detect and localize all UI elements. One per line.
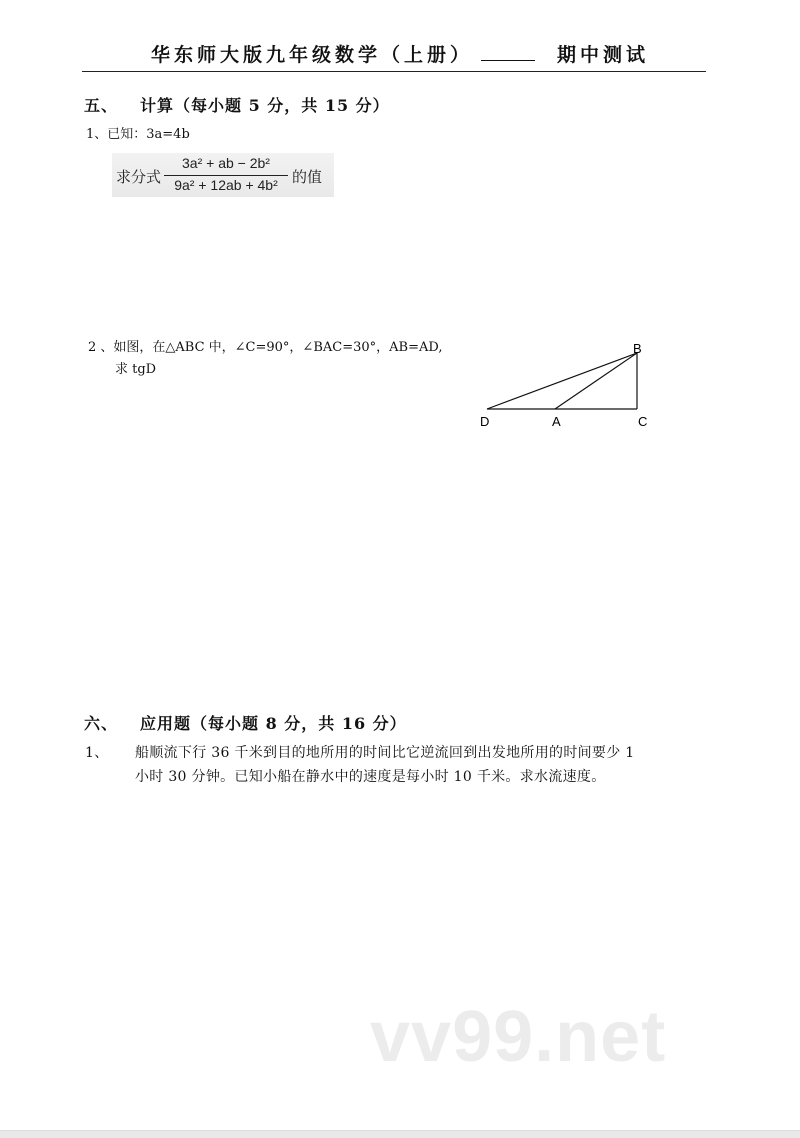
fraction-formula-image — [112, 153, 334, 197]
header-title-right: 期中测试 — [557, 44, 650, 66]
line-DB — [487, 353, 637, 409]
watermark-text: vv99.net — [370, 997, 667, 1077]
section-6-number: 六、 — [84, 714, 119, 733]
fraction-denominator: 9a² + 12ab + 4b² — [174, 177, 278, 193]
fraction-bar — [164, 175, 288, 176]
question-5-2-line2: 求 tgD — [115, 362, 157, 377]
formula-prefix: 求分式 — [116, 169, 162, 186]
question-6-1-index: 1、 — [85, 745, 109, 761]
header-blank-line — [481, 44, 535, 61]
fraction-numerator: 3a² + ab − 2b² — [182, 155, 270, 171]
question-6-1-line1: 船顺流下行 36 千米到目的地所用的时间比它逆流回到出发地所用的时间要少 1 — [135, 745, 635, 761]
section-6-title: 应用题（每小题 8 分，共 16 分） — [140, 714, 407, 733]
vertex-label-B: B — [633, 341, 642, 356]
vertex-label-D: D — [480, 414, 490, 429]
line-AB — [555, 353, 637, 409]
question-5-1-label: 1、已知：3a=4b — [86, 127, 190, 142]
formula-suffix: 的值 — [292, 169, 323, 186]
page-header-title — [0, 40, 800, 67]
vertex-label-A: A — [552, 414, 561, 429]
section-5-title: 计算（每小题 5 分，共 15 分） — [140, 96, 390, 115]
section-5-number: 五、 — [84, 96, 119, 115]
question-5-2-line1: 2 、如图，在△ABC 中，∠C=90°，∠BAC=30°，AB=AD, — [88, 340, 443, 355]
section-6-heading — [84, 711, 407, 734]
fraction — [164, 155, 288, 193]
question-6-1-line2: 小时 30 分钟。已知小船在静水中的速度是每小时 10 千米。求水流速度。 — [135, 769, 606, 785]
triangle-diagram — [470, 336, 660, 436]
section-5-heading — [84, 93, 390, 116]
header-rule — [82, 71, 706, 72]
vertex-label-C: C — [638, 414, 648, 429]
header-title-left: 华东师大版九年级数学（上册） — [150, 44, 473, 66]
